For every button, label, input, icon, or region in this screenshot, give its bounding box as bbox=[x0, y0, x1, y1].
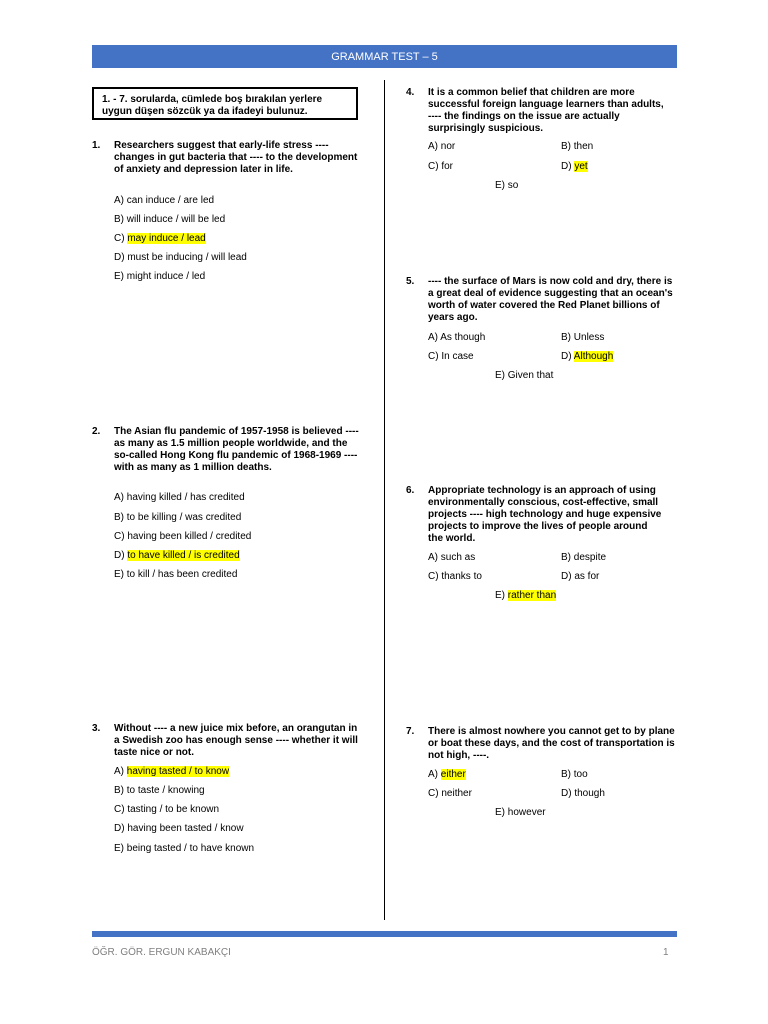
option-c[interactable]: C) tasting / to be known bbox=[114, 804, 220, 815]
question-number: 2. bbox=[92, 426, 101, 437]
option-e[interactable]: E) Given that bbox=[495, 370, 554, 381]
option-d[interactable]: D) Although bbox=[561, 351, 614, 362]
question-7 bbox=[406, 726, 678, 826]
option-b[interactable]: B) then bbox=[561, 141, 594, 152]
question-stem: It is a common belief that children are more successful foreign language learners than adults, ---- the findings on the issue are actually surprisingly suspicious. bbox=[428, 87, 664, 134]
option-d[interactable]: D) must be inducing / will lead bbox=[114, 252, 247, 263]
option-a[interactable]: A) either bbox=[428, 769, 466, 780]
option-e[interactable]: E) being tasted / to have known bbox=[114, 843, 255, 854]
question-number: 3. bbox=[92, 723, 101, 734]
question-number: 4. bbox=[406, 87, 415, 98]
option-e[interactable]: E) to kill / has been credited bbox=[114, 569, 238, 580]
answer-highlight: yet bbox=[574, 161, 588, 172]
option-b[interactable]: B) despite bbox=[561, 552, 607, 563]
option-b[interactable]: B) too bbox=[561, 769, 588, 780]
answer-highlight: Although bbox=[573, 351, 614, 362]
option-c[interactable]: C) for bbox=[428, 161, 454, 172]
option-e[interactable]: E) rather than bbox=[495, 590, 557, 601]
answer-highlight: either bbox=[440, 769, 466, 780]
question-stem: There is almost nowhere you cannot get to by plane or boat these days, and the cost of transportation is not high, ----. bbox=[428, 726, 675, 761]
test-title: GRAMMAR TEST – 5 bbox=[331, 50, 438, 63]
option-d[interactable]: D) though bbox=[561, 788, 605, 799]
question-1 bbox=[92, 140, 362, 290]
option-a[interactable]: A) such as bbox=[428, 552, 476, 563]
answer-highlight: to have killed / is credited bbox=[127, 550, 240, 561]
answer-highlight: rather than bbox=[507, 590, 557, 601]
page-number: 1 bbox=[663, 947, 669, 958]
question-6 bbox=[406, 485, 678, 610]
question-3 bbox=[92, 723, 362, 863]
option-c[interactable]: C) having been killed / credited bbox=[114, 531, 252, 542]
question-stem: ---- the surface of Mars is now cold and dry, there is a great deal of evidence suggesting that an ocean's worth of water covered the Red Planet billions of years ago. bbox=[428, 276, 673, 323]
question-2 bbox=[92, 426, 362, 586]
option-e[interactable]: E) however bbox=[495, 807, 546, 818]
instruction-text: 1. - 7. sorularda, cümlede boş bırakılan yerlere uygun düşen sözcük ya da ifadeyi bulunuz. bbox=[102, 94, 323, 117]
option-a[interactable]: A) having tasted / to know bbox=[114, 766, 230, 777]
answer-highlight: having tasted / to know bbox=[126, 766, 230, 777]
option-d[interactable]: D) having been tasted / know bbox=[114, 823, 244, 834]
option-d[interactable]: D) yet bbox=[561, 161, 588, 172]
option-b[interactable]: B) to taste / knowing bbox=[114, 785, 205, 796]
footer-author: ÖĞR. GÖR. ERGUN KABAKÇI bbox=[92, 947, 231, 958]
option-a[interactable]: A) can induce / are led bbox=[114, 195, 215, 206]
option-a[interactable]: A) having killed / has credited bbox=[114, 492, 245, 503]
answer-highlight: may induce / lead bbox=[127, 233, 206, 244]
footer-rule bbox=[92, 931, 677, 937]
option-b[interactable]: B) to be killing / was credited bbox=[114, 512, 242, 523]
test-title-bar bbox=[92, 45, 677, 68]
instruction-box bbox=[92, 87, 358, 120]
column-divider bbox=[384, 80, 385, 920]
question-stem: Appropriate technology is an approach of using environmentally conscious, cost-effective, small projects ---- high technology and huge expensive projects to improve the lives of people around the world. bbox=[428, 485, 662, 544]
option-b[interactable]: B) Unless bbox=[561, 332, 605, 343]
option-c[interactable]: C) neither bbox=[428, 788, 472, 799]
question-stem: The Asian flu pandemic of 1957-1958 is believed ---- as many as 1.5 million people worldwide, and the so-called Hong Kong flu pandemic of 1968-1969 ---- with as many as 1 million deaths. bbox=[114, 426, 359, 473]
option-d[interactable]: D) to have killed / is credited bbox=[114, 550, 240, 561]
option-a[interactable]: A) nor bbox=[428, 141, 456, 152]
option-d[interactable]: D) as for bbox=[561, 571, 600, 582]
question-5 bbox=[406, 276, 678, 386]
question-number: 6. bbox=[406, 485, 415, 496]
question-number: 5. bbox=[406, 276, 415, 287]
option-c[interactable]: C) may induce / lead bbox=[114, 233, 206, 244]
option-c[interactable]: C) thanks to bbox=[428, 571, 482, 582]
option-a[interactable]: A) As though bbox=[428, 332, 486, 343]
question-number: 7. bbox=[406, 726, 415, 737]
option-c[interactable]: C) In case bbox=[428, 351, 474, 362]
option-b[interactable]: B) will induce / will be led bbox=[114, 214, 226, 225]
option-e[interactable]: E) so bbox=[495, 180, 519, 191]
question-stem: Without ---- a new juice mix before, an orangutan in a Swedish zoo has enough sense ---- whether it will taste nice or not. bbox=[114, 723, 358, 758]
question-stem: Researchers suggest that early-life stress ---- changes in gut bacteria that ---- to the development of anxiety and depression later in life. bbox=[114, 140, 358, 175]
question-4 bbox=[406, 87, 678, 197]
question-number: 1. bbox=[92, 140, 101, 151]
option-e[interactable]: E) might induce / led bbox=[114, 271, 206, 282]
